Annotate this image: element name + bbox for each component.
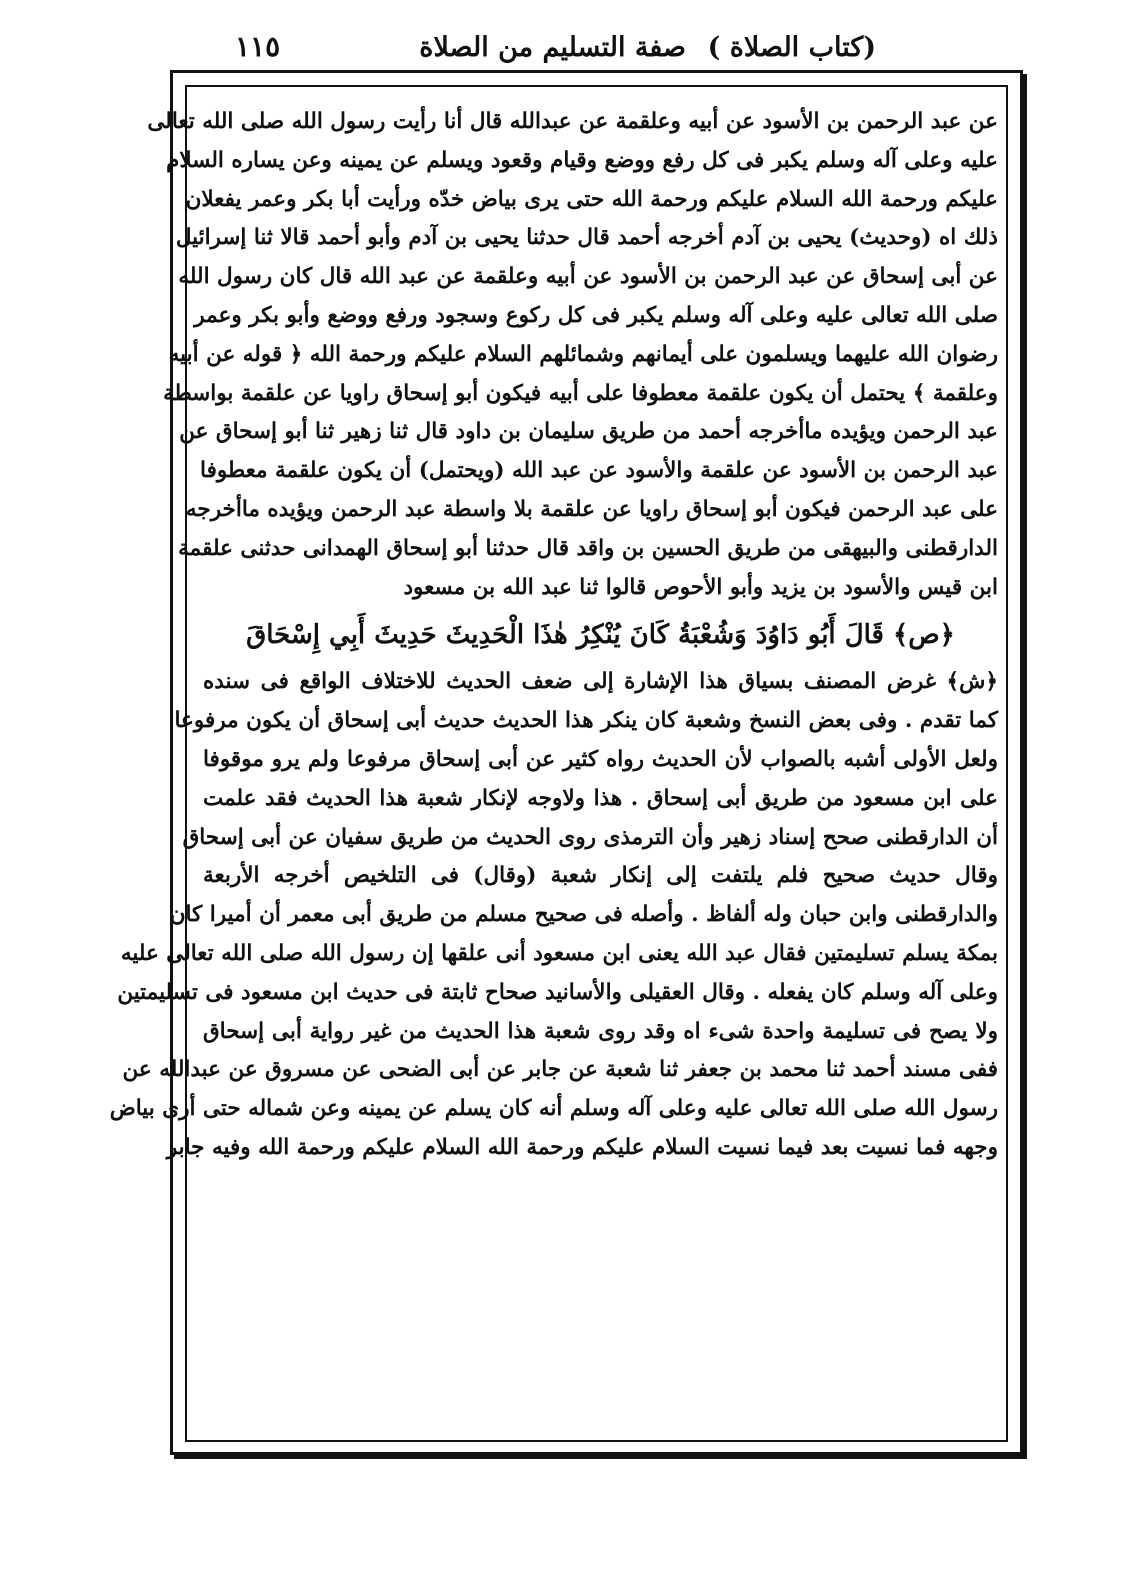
text-line: عبد الرحمن بن الأسود عن علقمة والأسود عن عبد الله (ويحتمل) أن يكون علقمة معطوفا (200, 458, 998, 484)
commentary-line: ﴿ش﴾ غرض المصنف بسياق هذا الإشارة إلى ضعف الحديث للاختلاف الواقع فى سنده (203, 669, 998, 695)
commentary-line: على ابن مسعود من طريق أبى إسحاق . هذا ولاوجه لإنكار شعبة هذا الحديث فقد علمت (203, 785, 998, 811)
text-line: عليه وعلى آله وسلم يكبر فى كل رفع ووضع وقيام وقعود ويسلم عن يمينه وعن يساره السلام (166, 147, 998, 173)
commentary-line: كما تقدم . وفى بعض النسخ وشعبة كان ينكر هذا الحديث حديث أبى إسحاق أن يكون مرفوعا (174, 708, 998, 734)
text-line: ابن قيس والأسود بن يزيد وأبو الأحوص قالوا ثنا عبد الله بن مسعود (403, 574, 998, 600)
text-body (109, 103, 998, 1168)
commentary-line: أن الدارقطنى صحح إسناد زهير وأن الترمذى روى الحديث من طريق سفيان عن أبى إسحاق (182, 824, 998, 850)
commentary-line: وجهه فما نسيت بعد فيما نسيت السلام عليكم ورحمة الله السلام عليكم ورحمة الله وفيه جابر (166, 1134, 998, 1160)
commentary-line: ولا يصح فى تسليمة واحدة شىء اه وقد روى شعبة هذا الحديث من غير رواية أبى إسحاق (203, 1018, 998, 1044)
commentary-line: ففى مسند أحمد ثنا محمد بن جعفر ثنا شعبة عن جابر عن أبى الضحى عن مسروق عن عبدالله عن (122, 1057, 998, 1083)
page-frame (109, 70, 1023, 1455)
commentary-line: وعلى آله وسلم كان يفعله . وقال العقيلى والأسانيد صحاح ثابتة فى حديث ابن مسعود فى تسليمتين (117, 979, 998, 1005)
text-line: صلى الله تعالى عليه وعلى آله وسلم يكبر فى كل ركوع وسجود ورفع ووضع وأبو بكر وعمر (194, 302, 998, 328)
text-line: عليكم ورحمة الله السلام عليكم ورحمة الله حتى يرى بياض خدّه ورأيت أبا بكر وعمر يفعلان (185, 186, 998, 212)
commentary-line: والدارقطنى وابن حبان وله ألفاظ . وأصله فى صحيح مسلم من طريق أبى معمر أن أميرا كان (169, 902, 998, 928)
text-line: على عبد الرحمن فيكون أبو إسحاق راويا عن علقمة بلا واسطة عبد الرحمن ويؤيده ماأخرجه (185, 496, 998, 522)
commentary-line: ولعل الأولى أشبه بالصواب لأن الحديث رواه كثير عن أبى إسحاق مرفوعا ولم يرو موقوفا (203, 746, 998, 772)
matn-line: ﴿ص﴾ قَالَ أَبُو دَاوُدَ وَشُعْبَةُ كَانَ يُنْكِرُ هٰذَا الْحَدِيثَ حَدِيثَ أَبِي إِسْحَاقَ (246, 620, 955, 651)
section-title: صفة التسليم من الصلاة (419, 32, 686, 63)
text-line: عن أبى إسحاق عن عبد الرحمن بن الأسود عن أبيه وعلقمة عن عبد الله قال كان رسول الله (178, 264, 998, 290)
commentary-line: وقال حديث صحيح فلم يلتفت إلى إنكار شعبة (وقال) فى التلخيص أخرجه الأربعة (203, 863, 998, 889)
page-header (200, 22, 921, 72)
text-line: ذلك اه (وحديث) يحيى بن آدم أخرجه أحمد قال حدثنا يحيى بن آدم وأبو أحمد قالا ثنا إسرائيل (175, 225, 998, 251)
text-line: وعلقمة ﴾ يحتمل أن يكون علقمة معطوفا على أبيه فيكون أبو إسحاق راويا عن علقمة بواسطة (163, 380, 998, 406)
text-line: عبد الرحمن ويؤيده ماأخرجه أحمد من طريق سليمان بن داود قال ثنا زهير ثنا أبو إسحاق عن (179, 419, 998, 445)
page-number: ١١٥ (235, 30, 281, 63)
text-line: الدارقطنى والبيهقى من طريق الحسين بن واقد قال حدثنا أبو إسحاق الهمدانى حدثنى علقمة (178, 535, 998, 561)
commentary-line: بمكة يسلم تسليمتين فقال عبد الله يعنى ابن مسعود أنى علقها إن رسول الله صلى الله تعالى عليه (120, 940, 998, 966)
commentary-line: رسول الله صلى الله تعالى عليه وعلى آله وسلم أنه كان يسلم عن يمينه وعن شماله حتى أرى بياض (109, 1096, 998, 1122)
chapter-title: (كتاب الصلاة ) (707, 32, 876, 63)
text-line: عن عبد الرحمن بن الأسود عن أبيه وعلقمة عن عبدالله قال أنا رأيت رسول الله صلى الله تعالى (147, 109, 998, 134)
text-line: رضوان الله عليهما ويسلمون على أيمانهم وشمائلهم السلام عليكم ورحمة الله ﴿ قوله عن أبيه (168, 341, 998, 367)
